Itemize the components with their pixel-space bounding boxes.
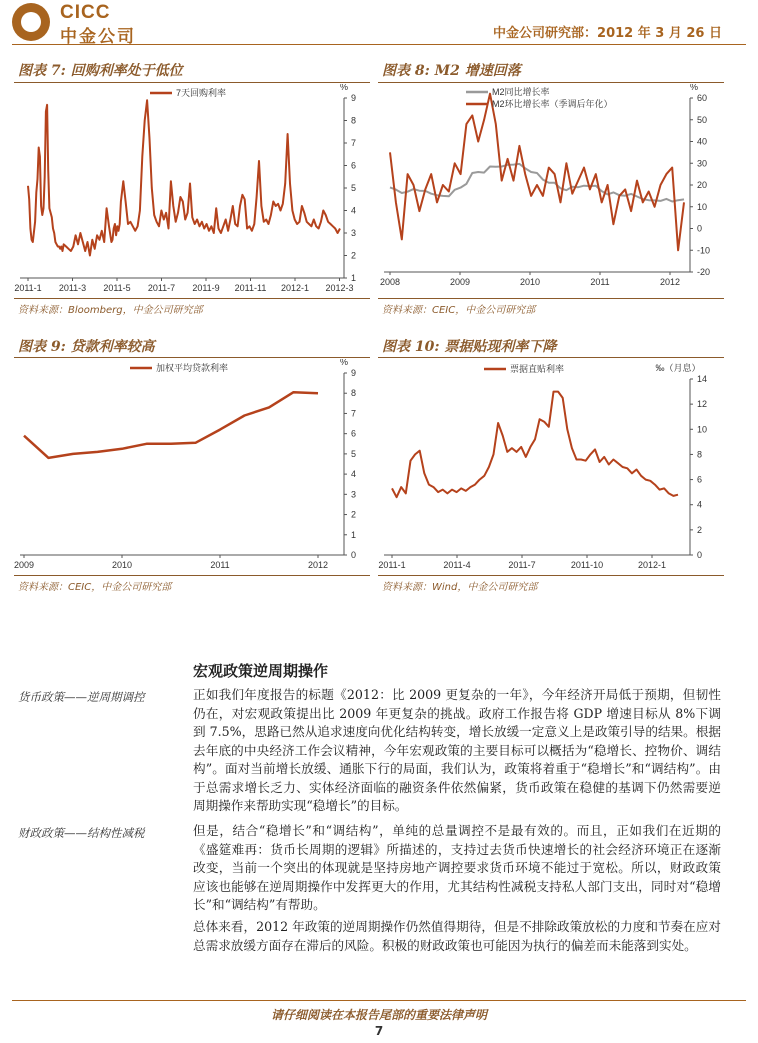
- fig10-title-rule: [378, 357, 724, 358]
- y-tick-label: 10: [697, 424, 708, 435]
- fig10-bottom-rule: [378, 575, 724, 576]
- y-unit-label: %: [689, 84, 699, 92]
- x-tick-label: 2012-1: [637, 560, 667, 570]
- y-tick-label: 4: [351, 205, 357, 216]
- x-tick-label: 2011-3: [58, 283, 87, 293]
- legal-notice: 请仔细阅读在本报告尾部的重要法律声明: [270, 1008, 487, 1022]
- y-tick-label: 30: [697, 158, 708, 169]
- fig9-title-rule: [14, 357, 370, 358]
- x-tick-label: 2011-7: [147, 283, 176, 293]
- fig10-source: 资料来源：Wind，中金公司研究部: [382, 582, 538, 593]
- legend-label: M2环比增长率（季调后年化）: [492, 99, 613, 109]
- x-tick-label: 2009: [449, 277, 471, 287]
- x-tick-label: 2012-1: [280, 283, 310, 293]
- fig9-bottom-rule: [14, 575, 370, 576]
- y-tick-label: 20: [697, 180, 708, 190]
- fig8-bottom-rule: [378, 298, 724, 299]
- section-title: 宏观政策逆周期操作: [193, 662, 329, 680]
- fig8-chart: [378, 84, 724, 296]
- y-unit-label: %: [339, 359, 349, 367]
- y-tick-label: 3: [351, 489, 357, 500]
- y-tick-label: 2: [351, 509, 357, 520]
- y-tick-label: 4: [697, 499, 703, 510]
- y-tick-label: 2: [351, 250, 357, 261]
- y-tick-label: 8: [351, 115, 357, 126]
- y-tick-label: 5: [351, 183, 357, 193]
- y-tick-label: 0: [351, 550, 357, 560]
- y-tick-label: 9: [351, 93, 357, 103]
- y-tick-label: 0: [697, 550, 703, 560]
- y-tick-label: 10: [697, 201, 708, 212]
- y-tick-label: 50: [697, 114, 708, 125]
- y-tick-label: 3: [351, 228, 357, 238]
- logo-text-en: CICC: [60, 2, 111, 23]
- y-tick-label: 7: [351, 138, 357, 148]
- side-label-fiscal: 财政政策——结构性减税: [18, 826, 145, 840]
- y-unit-label: ‰（月息）: [655, 363, 701, 373]
- logo-text-cn: 中金公司: [60, 27, 136, 47]
- y-tick-label: 9: [351, 368, 357, 378]
- header-date: 中金公司研究部：2012 年 3 月 26 日: [493, 26, 722, 41]
- fig8-title: 图表 8: M2 增速回落: [382, 63, 521, 79]
- y-tick-label: 60: [697, 93, 708, 103]
- legend-label: 7天回购利率: [176, 88, 227, 98]
- paragraph-fiscal: 但是，结合“稳增长”和“调结构”，单纯的总量调控不是最有效的。而且，正如我们在近期的《盛筵难再：货币长周期的逻辑》所描述的，支持过去货币快速增长的社会经济环境正在逐渐改变，当前一个突出的体现就是坚持房地产调控要求货币环境不能过于宽松。所以，财政政策应该也能够在逆周期操作中发挥更大的作用，尤其结构性减税支持私人部门支出，同时对“稳增长”和“调结构”有帮助。: [193, 823, 721, 912]
- legend-label: 加权平均贷款利率: [156, 363, 229, 373]
- y-tick-label: -20: [697, 267, 711, 277]
- paragraph-monetary: 正如我们年度报告的标题《2012：比 2009 更复杂的一年》，今年经济开局低于预期，但韧性仍在，对宏观政策提出比 2009 年更复杂的挑战。政府工作报告将 GDP 增速目标从 8%下调到 7.5%，思路已然从追求速度向优化结构转变，增长放缓一定意义上是政策引导的结果。根据去年底的中央经济工作会议精神，今年宏观政策的主要目标可以概括为“稳增长、控物价、调结构”。面对当前增长放缓、通胀下行的局面，我们认为，政策将着重于“稳增长”和“调结构”。由于总需求增长乏力、实体经济面临的融资条件依然偏紧，货币政策在稳健的基调下仍然需要逆周期操作来帮助实现“稳增长”的目标。: [193, 687, 721, 813]
- x-tick-label: 2011-1: [378, 560, 406, 570]
- y-tick-label: 14: [697, 374, 708, 384]
- x-tick-label: 2008: [379, 277, 401, 287]
- y-tick-label: 1: [351, 529, 357, 540]
- x-tick-label: 2011-10: [570, 560, 604, 570]
- x-tick-label: 2011-4: [443, 560, 471, 570]
- x-tick-label: 2011-5: [103, 283, 131, 293]
- x-tick-label: 2010: [111, 560, 133, 570]
- paragraph-summary: 总体来看，2012 年政策的逆周期操作仍然值得期待，但是不排除政策放松的力度和节奏在应对总需求放缓方面存在滞后的风险。积极的财政政策也可能因为执行的偏差而未能落到实处。: [193, 919, 721, 953]
- x-tick-label: 2011-9: [192, 283, 220, 293]
- x-tick-label: 2011-7: [508, 560, 536, 570]
- legend-label: 票据直贴利率: [510, 364, 565, 374]
- fig7-title-rule: [14, 82, 370, 83]
- cicc-logo-icon: [12, 3, 50, 41]
- header-divider: [12, 44, 746, 45]
- fig7-source: 资料来源：Bloomberg，中金公司研究部: [18, 305, 203, 316]
- fig8-title-rule: [378, 82, 724, 83]
- y-tick-label: -10: [697, 245, 711, 256]
- y-tick-label: 6: [351, 428, 357, 439]
- y-tick-label: 12: [697, 399, 708, 410]
- y-tick-label: 5: [351, 448, 357, 459]
- x-tick-label: 2011: [590, 277, 610, 287]
- page-number: 7: [374, 1024, 384, 1038]
- y-tick-label: 1: [351, 273, 357, 283]
- fig9-chart: [14, 359, 370, 573]
- fig7-chart: [14, 84, 370, 296]
- y-tick-label: 8: [697, 449, 703, 460]
- y-tick-label: 8: [351, 388, 357, 399]
- footer-divider: [12, 1000, 746, 1001]
- x-tick-label: 2009: [14, 560, 35, 570]
- fig10-title: 图表 10: 票据贴现利率下降: [382, 339, 557, 355]
- y-tick-label: 40: [697, 136, 708, 147]
- fig7-bottom-rule: [14, 298, 370, 299]
- y-tick-label: 7: [351, 408, 357, 419]
- fig7-title: 图表 7: 回购利率处于低位: [18, 63, 183, 79]
- series-line-0: [390, 164, 684, 202]
- side-label-monetary: 货币政策——逆周期调控: [18, 690, 145, 704]
- series-line-0: [28, 100, 340, 255]
- x-tick-label: 2012: [307, 560, 329, 570]
- x-tick-label: 2011-1: [14, 283, 42, 293]
- x-tick-label: 2011: [210, 560, 230, 570]
- y-tick-label: 6: [351, 160, 357, 171]
- y-unit-label: %: [339, 84, 349, 92]
- y-tick-label: 0: [697, 223, 703, 234]
- y-tick-label: 6: [697, 474, 703, 485]
- series-line-0: [24, 392, 318, 458]
- x-tick-label: 2010: [519, 277, 541, 287]
- x-tick-label: 2012-3: [325, 283, 354, 293]
- y-tick-label: 2: [697, 524, 703, 535]
- y-tick-label: 4: [351, 469, 357, 480]
- fig9-source: 资料来源：CEIC，中金公司研究部: [18, 582, 172, 593]
- x-tick-label: 2011-11: [234, 283, 267, 293]
- fig9-title: 图表 9: 贷款利率较高: [18, 339, 155, 355]
- legend-label: M2同比增长率: [492, 87, 550, 97]
- fig8-source: 资料来源：CEIC，中金公司研究部: [382, 305, 536, 316]
- series-line-0: [392, 392, 678, 498]
- x-tick-label: 2012: [659, 277, 681, 287]
- fig10-chart: [378, 359, 724, 573]
